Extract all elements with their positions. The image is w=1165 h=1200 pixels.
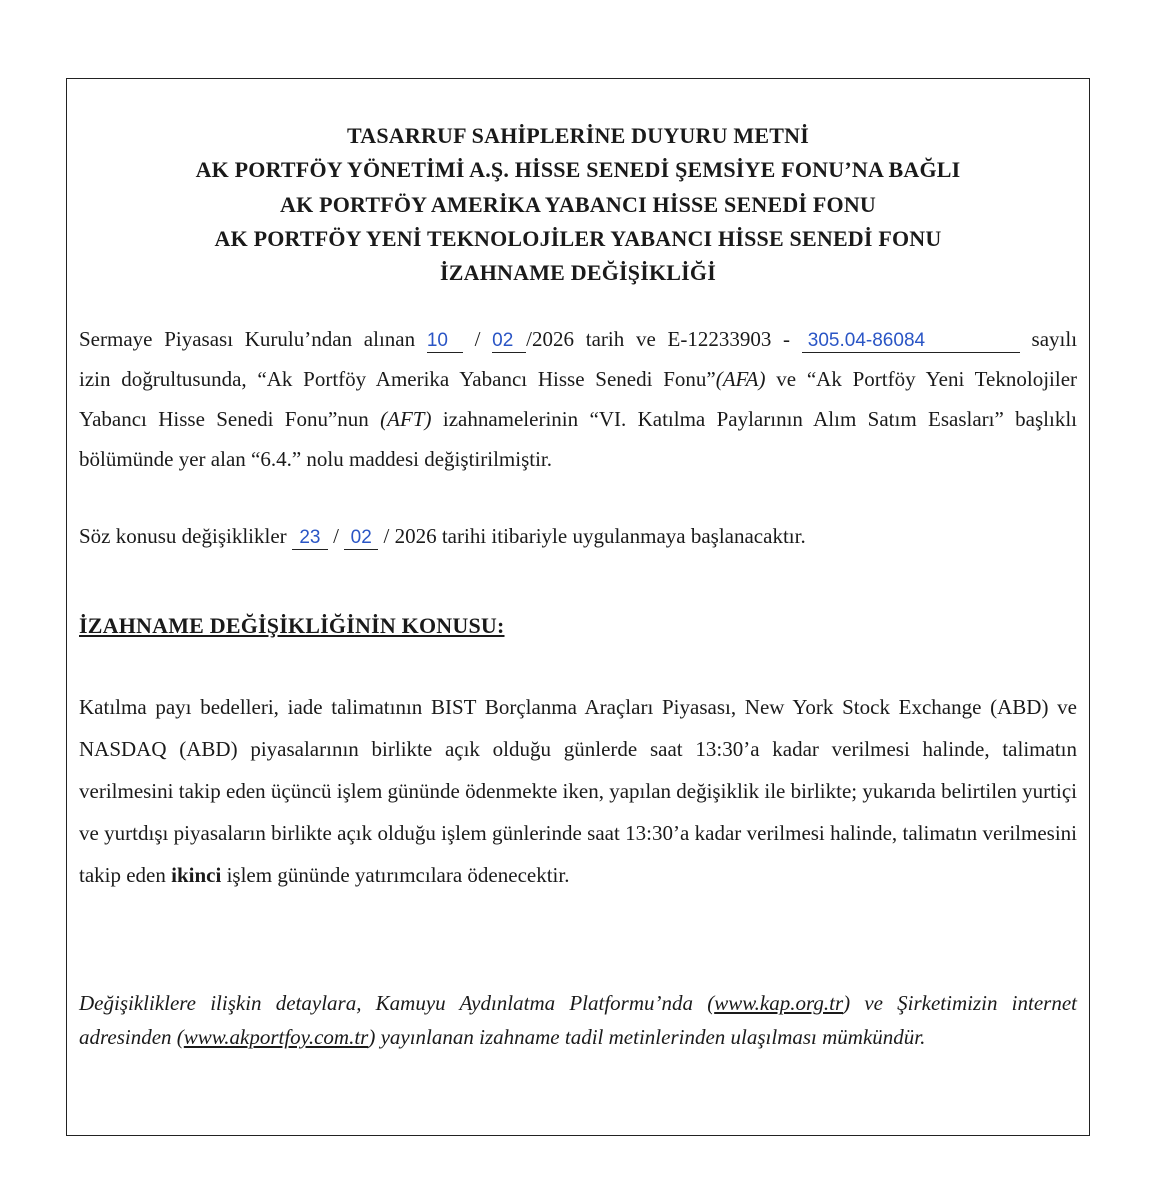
footer-part-3: ) yayınlanan izahname tadil metinlerinden ulaşılması mümkündür.: [368, 1025, 926, 1049]
akportfoy-link[interactable]: www.akportfoy.com.tr: [183, 1025, 369, 1049]
title-line-4: AK PORTFÖY YENİ TEKNOLOJİLER YABANCI HİSSE SENEDİ FONU: [214, 225, 942, 251]
footer-part-1: Değişikliklere ilişkin detaylara, Kamuyu Aydınlatma Platformu’nda (: [79, 991, 715, 1015]
body-part-2: işlem gününde yatırımcılara ödenecektir.: [226, 863, 570, 887]
title-line-5: İZAHNAME DEĞİŞİKLİĞİ: [439, 260, 716, 286]
effective-day-field: 23: [292, 527, 328, 550]
effective-month-field: 02: [344, 527, 378, 550]
change-description-paragraph: [79, 686, 1077, 896]
intro-paragraph: [79, 319, 1077, 479]
title-line-3: AK PORTFÖY AMERİKA YABANCI HİSSE SENEDİ FONU: [279, 191, 876, 217]
title-line-2: AK PORTFÖY YÖNETİMİ A.Ş. HİSSE SENEDİ ŞEMSİYE FONU’NA BAĞLI: [195, 157, 961, 183]
intro-body: [79, 359, 1077, 479]
intro-text-c: izahnamelerinin “VI. Katılma Paylarının Alım Satım Esasları” başlıklı bölümünde yer alan “6.4.” nolu maddesi değiştirilmiştir.: [79, 407, 1078, 471]
intro-line-1: Sermaye Piyasası Kurulu’ndan alınan 10 / 02 /2026 tarih ve E-12233903 - 305.04-86084 sayılı: [79, 327, 1078, 351]
kap-link[interactable]: www.kap.org.tr: [714, 991, 844, 1015]
effective-prefix: Söz konusu değişiklikler: [79, 524, 287, 548]
intro-suffix: sayılı: [1031, 327, 1078, 351]
aft-code: (AFT): [380, 407, 432, 431]
section-heading: İZAHNAME DEĞİŞİKLİĞİNİN KONUSU:: [79, 613, 505, 638]
title-line-1: TASARRUF SAHİPLERİNE DUYURU METNİ: [347, 123, 809, 148]
footer-note: [79, 986, 1077, 1054]
afa-code: (AFA): [715, 367, 766, 391]
effective-date-paragraph: Söz konusu değişiklikler 23 / 02 / 2026 tarihi itibariyle uygulanmaya başlanacaktır.: [79, 524, 806, 548]
approval-day-field: 10: [427, 330, 463, 353]
intro-text-a: izin doğrultusunda, “Ak Portföy Amerika Yabancı Hisse Senedi Fonu”: [79, 367, 716, 391]
announcement-title-block: [66, 119, 1090, 290]
footer-part-2: ) ve Şirketimizin internet adresinden (: [79, 991, 1077, 1049]
intro-text-b: ve “Ak Portföy Yeni Teknolojiler Yabancı Hisse Senedi Fonu”nun: [79, 367, 1078, 431]
intro-prefix: Sermaye Piyasası Kurulu’ndan alınan: [79, 327, 416, 351]
reference-number-field: 305.04-86084: [802, 330, 1020, 353]
body-bold-word: ikinci: [171, 863, 222, 887]
approval-year-text: /2026 tarih ve E-12233903 -: [526, 327, 791, 351]
body-part-1: Katılma payı bedelleri, iade talimatının BIST Borçlanma Araçları Piyasası, New York Stock Exchange (ABD) ve NASDAQ (ABD) piyasalarının birlikte açık olduğu günlerde saat 13:30’a kadar verilmesi halinde, talimatın verilmesini takip eden üçüncü işlem gününde ödenmekte iken, yapılan değişiklik ile birlikte; yukarıda belirtilen yurtiçi ve yurtdışı piyasaların birlikte açık olduğu işlem günlerinde saat 13:30’a kadar verilmesi halinde, talimatın verilmesini takip eden: [79, 695, 1077, 887]
effective-suffix: / 2026 tarihi itibariyle uygulanmaya başlanacaktır.: [383, 524, 806, 548]
approval-month-field: 02: [492, 330, 526, 353]
